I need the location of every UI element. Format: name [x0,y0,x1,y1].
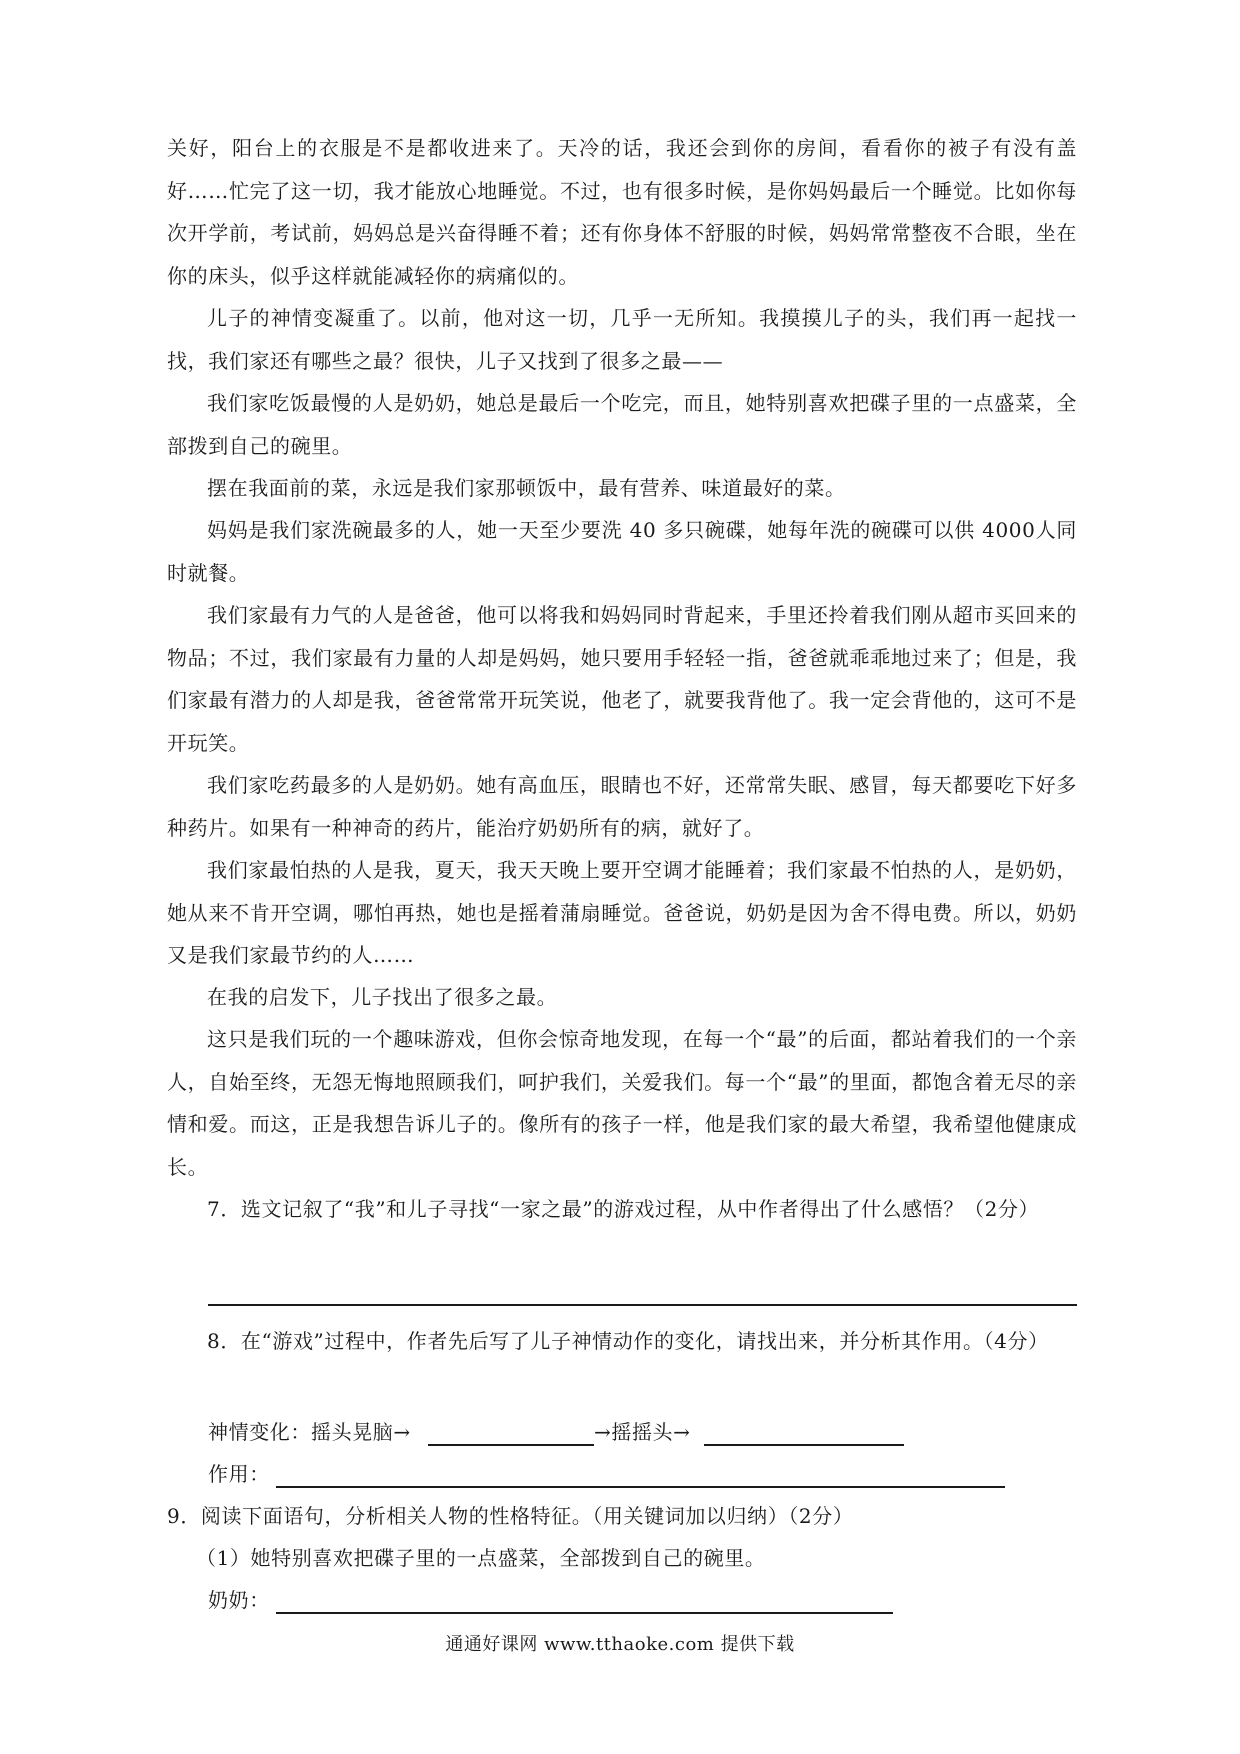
q9-1-label: 奶奶： [208,1588,270,1612]
passage-paragraph-6: 我们家最有力气的人是爸爸，他可以将我和妈妈同时背起来，手里还拎着我们刚从超市买回来的物品；不过，我们家最有力量的人却是妈妈，她只要用手轻轻一指，爸爸就乖乖地过来了；但是，我们家最有潜力的人却是我，爸爸常常开玩笑说，他老了，就要我背他了。我一定会背他的，这可不是开玩笑。 [167,603,1077,755]
q8-arrow-text: →摇摇头→ [594,1420,691,1444]
passage-paragraph-9: 在我的启发下，儿子找出了很多之最。 [207,985,558,1009]
q7-answer-line[interactable] [208,1304,1077,1306]
passage-paragraph-3: 我们家吃饭最慢的人是奶奶，她总是最后一个吃完，而且，她特别喜欢把碟子里的一点盛菜，全部拨到自己的碗里。 [167,391,1077,458]
passage-paragraph-7: 我们家吃药最多的人是奶奶。她有高血压，眼睛也不好，还常常失眠、感冒，每天都要吃下好多种药片。如果有一种神奇的药片，能治疗奶奶所有的病，就好了。 [167,773,1077,840]
passage-paragraph-5: 妈妈是我们家洗碗最多的人，她一天至少要洗 40 多只碗碟，她每年洗的碗碟可以供 4000人同时就餐。 [167,518,1077,585]
q8-change-label: 神情变化：摇头晃脑→ [208,1420,411,1444]
page-footer: 通通好课网 www.tthaoke.com 提供下载 [445,1634,795,1655]
question-9: 9．阅读下面语句，分析相关人物的性格特征。（用关键词加以归纳）（2分） [167,1504,854,1528]
passage-paragraph-8: 我们家最怕热的人是我，夏天，我天天晚上要开空调才能睡着；我们家最不怕热的人，是奶奶，她从来不肯开空调，哪怕再热，她也是摇着蒲扇睡觉。爸爸说，奶奶是因为舍不得电费。所以，奶奶又是我们家最节约的人…… [167,858,1077,967]
q8-change-blank-2[interactable] [704,1444,904,1446]
passage-paragraph-4: 摆在我面前的菜，永远是我们家那顿饭中，最有营养、味道最好的菜。 [207,476,846,500]
passage-paragraph-1: 关好，阳台上的衣服是不是都收进来了。天冷的话，我还会到你的房间，看看你的被子有没有盖好……忙完了这一切，我才能放心地睡觉。不过，也有很多时候，是你妈妈最后一个睡觉。比如你每次开学前，考试前，妈妈总是兴奋得睡不着；还有你身体不舒服的时候，妈妈常常整夜不合眼，坐在你的床头，似乎这样就能减轻你的病痛似的。 [167,136,1077,288]
q9-1-answer-blank[interactable] [276,1612,893,1614]
question-9-1: （1）她特别喜欢把碟子里的一点盛菜，全部拨到自己的碗里。 [196,1546,766,1570]
question-8: 8．在“游戏”过程中，作者先后写了儿子神情动作的变化，请找出来，并分析其作用。（4分） [207,1329,1049,1353]
q8-effect-label: 作用： [208,1462,270,1486]
q8-change-blank-1[interactable] [428,1444,594,1446]
question-7: 7．选文记叙了“我”和儿子寻找“一家之最”的游戏过程，从中作者得出了什么感悟？（2分） [207,1197,1040,1221]
q8-effect-blank[interactable] [276,1486,1005,1488]
passage-paragraph-2: 儿子的神情变凝重了。以前，他对这一切，几乎一无所知。我摸摸儿子的头，我们再一起找一找，我们家还有哪些之最？很快，儿子又找到了很多之最—— [167,306,1077,373]
passage-paragraph-10: 这只是我们玩的一个趣味游戏，但你会惊奇地发现，在每一个“最”的后面，都站着我们的一个亲人，自始至终，无怨无悔地照顾我们，呵护我们，关爱我们。每一个“最”的里面，都饱含着无尽的亲情和爱。而这，正是我想告诉儿子的。像所有的孩子一样，他是我们家的最大希望，我希望他健康成长。 [167,1027,1077,1179]
